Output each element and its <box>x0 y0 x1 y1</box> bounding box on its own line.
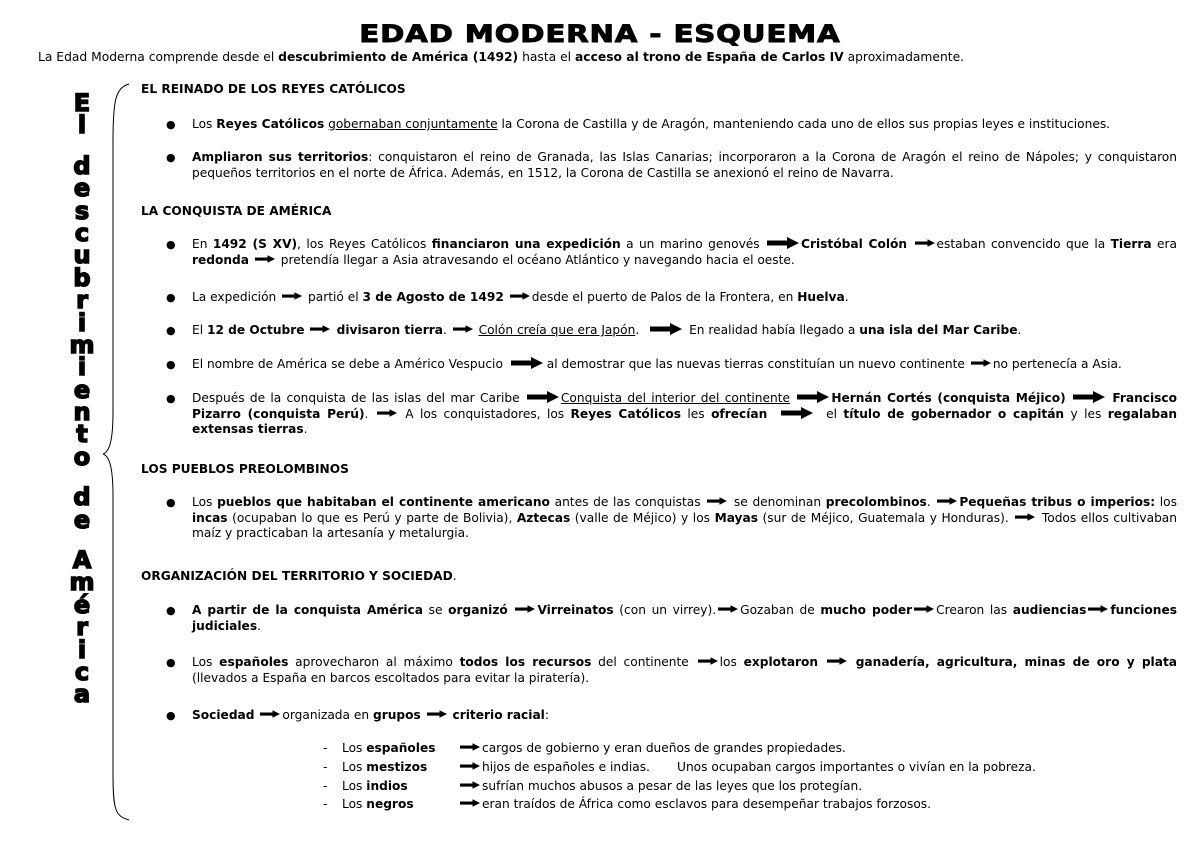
arrow-icon <box>767 237 799 249</box>
vertical-title-letter: s <box>74 196 90 225</box>
arrow-icon <box>460 779 480 791</box>
group-row: - Los mestizos hijos de españoles e indias. Unos ocupaban cargos importantes o vivían en la pobreza. <box>323 760 1036 774</box>
vertical-title-letter: é <box>73 590 91 619</box>
arrow-icon <box>427 708 447 720</box>
arrow-icon <box>914 603 934 615</box>
list-item: ● Sociedad organizada en grupos criterio racial: <box>166 708 549 722</box>
arrow-icon <box>260 708 280 720</box>
arrow-icon <box>310 323 330 335</box>
vertical-title-letter: E <box>73 89 91 117</box>
vertical-title-letter: A <box>72 546 92 575</box>
vertical-title-letter: d <box>73 151 91 180</box>
section-heading-pueblos: LOS PUEBLOS PREOLOMBINOS <box>141 462 349 476</box>
arrow-icon <box>797 391 829 403</box>
list-item: ● El nombre de América se debe a Américo Vespucio al demostrar que las nuevas tierras constituían un nuevo continente no pertenecía a Asia. <box>166 357 1122 371</box>
arrow-icon <box>515 603 535 615</box>
vertical-title-letter: o <box>73 442 91 471</box>
vertical-title-letter: r <box>76 286 88 315</box>
arrow-icon <box>1015 511 1035 523</box>
vertical-title-letter: e <box>73 505 91 534</box>
vertical-title-letter: e <box>73 375 91 404</box>
group-row: - Los españoles cargos de gobierno y eran dueños de grandes propiedades. <box>323 741 846 755</box>
vertical-title <box>62 89 102 709</box>
arrow-icon <box>460 760 480 772</box>
vertical-title-letter: b <box>73 263 91 292</box>
arrow-icon <box>645 323 687 335</box>
vertical-title-letter: u <box>73 241 91 270</box>
section-heading-conquista: LA CONQUISTA DE AMÉRICA <box>141 204 332 218</box>
arrow-icon <box>282 290 302 302</box>
arrow-icon <box>1073 391 1105 403</box>
group-row: - Los indios sufrían muchos abusos a pesar de las leyes que los protegían. <box>323 779 863 793</box>
arrow-icon <box>776 407 818 419</box>
arrow-icon <box>707 495 727 507</box>
list-item: ● En 1492 (S XV), los Reyes Católicos financiaron una expedición a un marino genovés Cristóbal Colón estaban convencido que la Tierra era redonda pretendía llegar a Asia atravesando el océano Atlántico y navegando hacia el oeste. <box>166 237 1177 267</box>
arrow-icon <box>460 797 480 809</box>
arrow-icon <box>698 655 718 667</box>
section-heading-organizacion: ORGANIZACIÓN DEL TERRITORIO Y SOCIEDAD. <box>141 569 457 583</box>
vertical-title-letter: m <box>69 568 95 597</box>
arrow-icon <box>915 237 935 249</box>
list-item: ● Los pueblos que habitaban el continente americano antes de las conquistas se denominan precolombinos. Pequeñas tribus o imperios: los incas (ocupaban lo que es Perú y parte de Bolivia), Aztecas (valle de Méjico) y los Mayas (sur de Méjico, Guatemala y Honduras). Todos ellos cultivaban maíz y practicaban la artesanía y metalurgia. <box>166 495 1177 541</box>
vertical-title-letter: c <box>74 218 90 247</box>
intro-text: La Edad Moderna comprende desde el descubrimiento de América (1492) hasta el acceso al trono de España de Carlos IV aproximadamente. <box>38 50 965 64</box>
vertical-title-letter: l <box>77 111 87 140</box>
arrow-icon <box>510 290 530 302</box>
arrow-icon <box>509 357 545 369</box>
list-item: ● El 12 de Octubre divisaron tierra. Colón creía que era Japón. En realidad había llegado a una isla del Mar Caribe. <box>166 323 1022 337</box>
vertical-title-letter: a <box>73 680 91 709</box>
arrow-icon <box>460 741 480 753</box>
list-item: ● Ampliaron sus territorios: conquistaron el reino de Granada, las Islas Canarias; incorporaron a la Corona de Aragón el reino de Nápoles; y conquistaron pequeños territorios en el norte de África. Además, en 1512, la Corona de Castilla se anexionó el reino de Navarra. <box>166 150 1177 180</box>
vertical-title-letter: i <box>77 353 87 382</box>
vertical-title-letter: i <box>77 308 87 337</box>
curly-brace <box>103 82 133 822</box>
arrow-icon <box>453 323 473 335</box>
arrow-icon <box>971 357 991 369</box>
page-title: EDAD MODERNA - ESQUEMA <box>359 20 841 48</box>
list-item: ● A partir de la conquista América se organizó Virreinatos (con un virrey). Gozaban de mucho poder Crearon las audiencias funciones judiciales. <box>166 603 1177 633</box>
vertical-title-letter: e <box>73 174 91 203</box>
group-row: - Los negros eran traídos de África como esclavos para desempeñar trabajos forzosos. <box>323 797 932 811</box>
vertical-title-letter: n <box>73 398 91 427</box>
section-heading-reyes: EL REINADO DE LOS REYES CATÓLICOS <box>141 82 406 96</box>
list-item: ● Después de la conquista de las islas del mar Caribe Conquista del interior del continente Hernán Cortés (conquista Méjico) Francisco Pizarro (conquista Perú). A los conquistadores, los Reyes Católicos les ofrecían el título de gobernador o capitán y les regalaban extensas tierras. <box>166 391 1178 437</box>
list-item: ● Los Reyes Católicos gobernaban conjuntamente la Corona de Castilla y de Aragón, manteniendo cada uno de ellos sus propias leyes e instituciones. <box>166 117 1111 131</box>
arrow-icon <box>937 495 957 507</box>
vertical-title-letter: i <box>77 635 87 664</box>
list-item: ● Los españoles aprovecharon al máximo todos los recursos del continente los explotaron ganadería, agricultura, minas de oro y plata (llevados a España en barcos escoltados para evitar la piratería). <box>166 655 1177 685</box>
arrow-icon <box>527 391 559 403</box>
arrow-icon <box>827 655 847 667</box>
arrow-icon <box>255 253 275 265</box>
vertical-title-letter: r <box>76 613 88 642</box>
vertical-title-letter: m <box>69 330 95 359</box>
arrow-icon <box>377 407 397 419</box>
arrow-icon <box>718 603 738 615</box>
vertical-title-letter: t <box>76 420 88 449</box>
arrow-icon <box>1088 603 1108 615</box>
vertical-title-letter: d <box>73 483 91 512</box>
list-item: ● La expedición partió el 3 de Agosto de 1492 desde el puerto de Palos de la Frontera, en Huelva. <box>166 290 849 304</box>
vertical-title-letter: c <box>74 657 90 686</box>
